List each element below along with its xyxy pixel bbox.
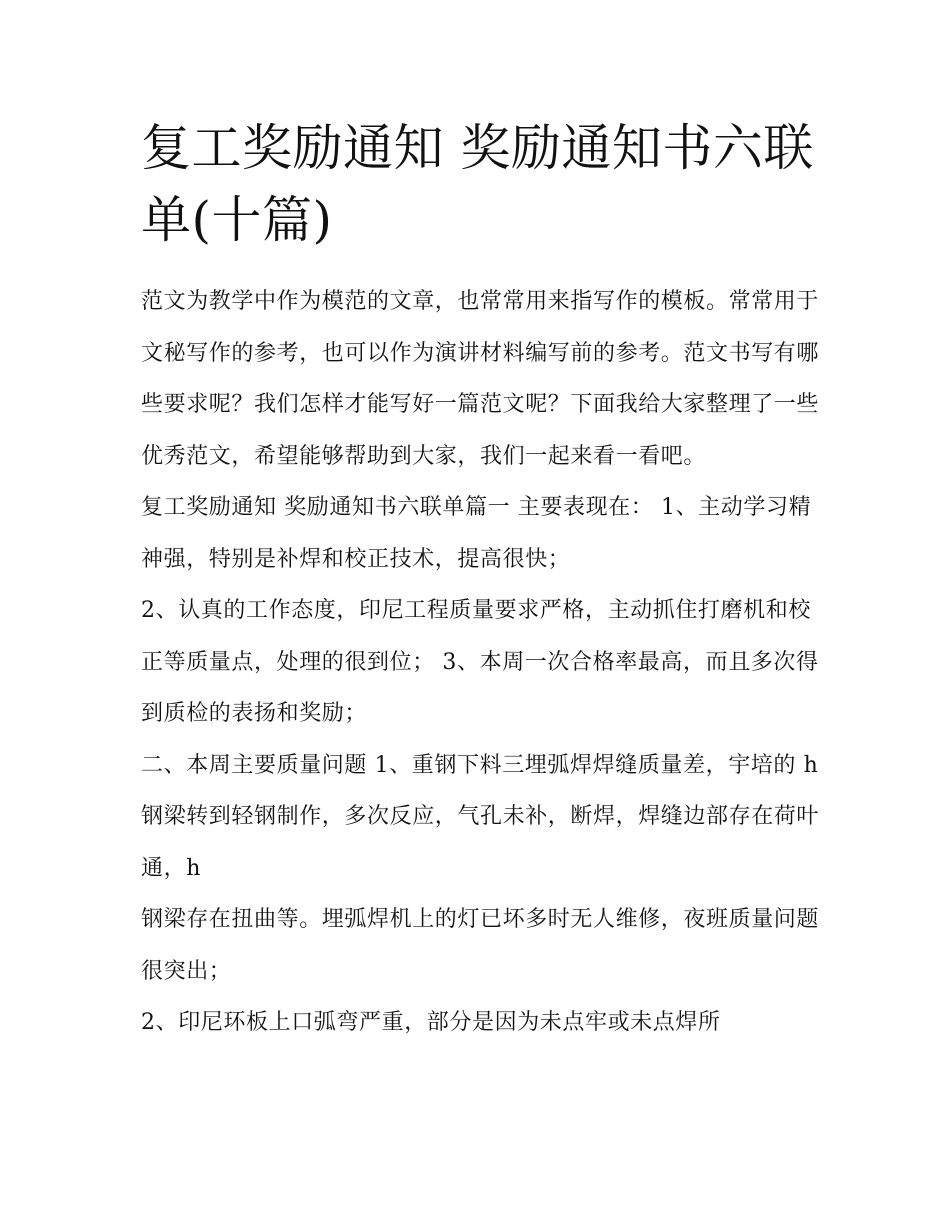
paragraph-intro: 范文为教学中作为模范的文章，也常常用来指写作的模板。常常用于文秘写作的参考，也可以作为演讲材料编写前的参考。范文书写有哪些要求呢？我们怎样才能写好一篇范文呢？下面我给大家整理了一些优秀范文，希望能够帮助到大家，我们一起来看一看吧。 (141, 289, 820, 469)
paragraph-point-two: 2、认真的工作态度，印尼工程质量要求严格，主动抓住打磨机和校正等质量点，处理的很到位； 3、本周一次合格率最高，而且多次得到质检的表扬和奖励； (141, 598, 819, 726)
document-body (141, 276, 821, 1049)
document-content (141, 112, 821, 1049)
paragraph-quality-issues: 二、本周主要质量问题 1、重钢下料三埋弧焊焊缝质量差，宇培的 h 钢梁转到轻钢制作，多次反应，气孔未补，断焊，焊缝边部存在荷叶通，h (141, 752, 820, 881)
paragraph-steel-beam: 钢梁存在扭曲等。埋弧焊机上的灯已坏多时无人维修，夜班质量问题很突出； (141, 907, 820, 984)
paragraph-ring-plate: 2、印尼环板上口弧弯严重，部分是因为未点牢或未点焊所 (141, 1010, 721, 1035)
document-title: 复工奖励通知 奖励通知书六联单(十篇) (141, 119, 814, 249)
paragraph-section-one: 复工奖励通知 奖励通知书六联单篇一 主要表现在： 1、主动学习精神强，特别是补焊和校正技术，提高很快； (141, 495, 812, 572)
